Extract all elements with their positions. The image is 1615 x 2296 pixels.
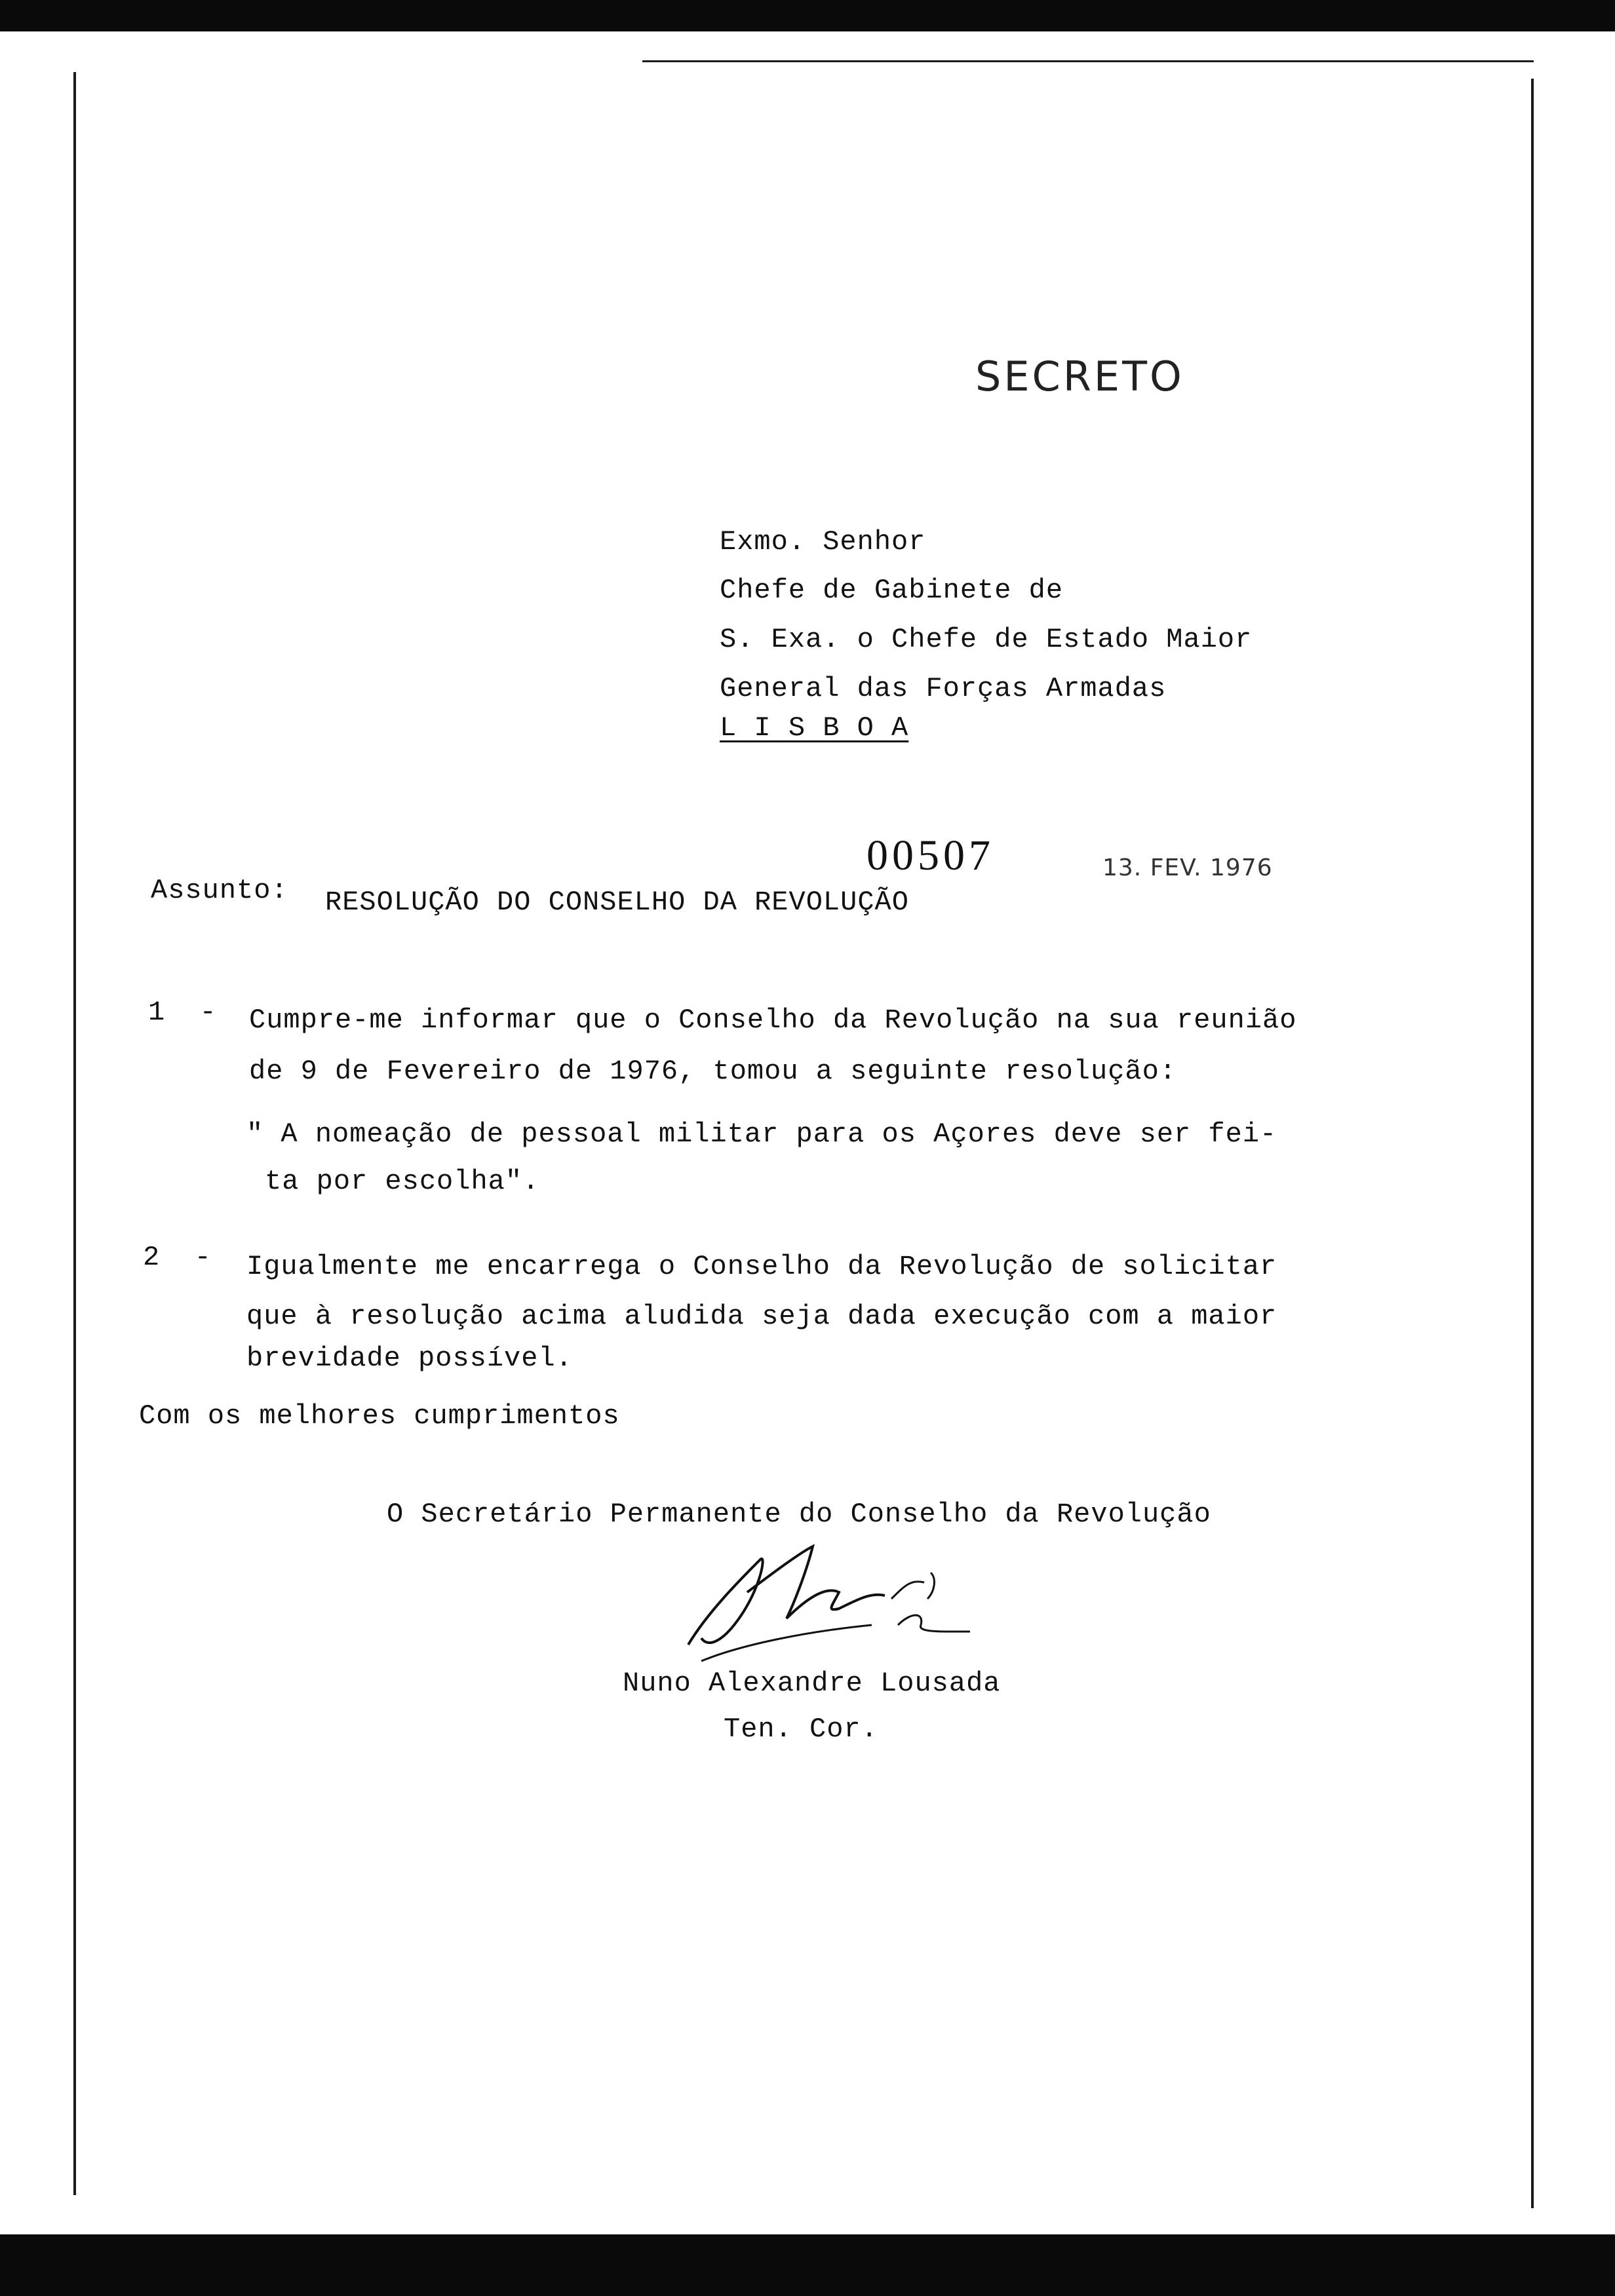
handwritten-signature [662, 1533, 1055, 1664]
subject-label: Assunto: [151, 875, 288, 906]
signatory-title: O Secretário Permanente do Conselho da Revolução [387, 1499, 1211, 1530]
paragraph-line: brevidade possível. [246, 1343, 573, 1374]
addressee-line: Chefe de Gabinete de [720, 575, 1064, 606]
subject-text: RESOLUÇÃO DO CONSELHO DA REVOLUÇÃO [325, 887, 909, 918]
classification-stamp: SECRETO [975, 353, 1184, 400]
closing-salutation: Com os melhores cumprimentos [139, 1400, 620, 1432]
addressee-city: L I S B O A [720, 712, 909, 744]
scan-top-rule [642, 60, 1534, 62]
quoted-resolution-line: " A nomeação de pessoal militar para os Açores deve ser fei- [246, 1119, 1277, 1150]
paragraph-number: 1 - [148, 997, 217, 1028]
scan-left-edge [73, 72, 76, 2195]
signature-stroke [747, 1546, 885, 1618]
addressee-salutation: Exmo. Senhor [720, 526, 926, 558]
signature-stroke [701, 1625, 872, 1661]
scan-top-border [0, 0, 1615, 31]
signature-stroke [688, 1559, 763, 1645]
paragraph-line: de 9 de Fevereiro de 1976, tomou a seguinte resolução: [249, 1056, 1177, 1087]
paragraph-line: Igualmente me encarrega o Conselho da Revolução de solicitar [246, 1251, 1277, 1282]
paragraph-number: 2 - [143, 1242, 212, 1273]
signature-stroke [891, 1573, 934, 1599]
reference-number: 00507 [866, 832, 994, 879]
signatory-rank: Ten. Cor. [724, 1713, 878, 1745]
addressee-line: General das Forças Armadas [720, 673, 1167, 704]
signatory-name: Nuno Alexandre Lousada [623, 1668, 1001, 1699]
paragraph-line: que à resolução acima aludida seja dada execução com a maior [246, 1301, 1277, 1332]
addressee-line: S. Exa. o Chefe de Estado Maior [720, 624, 1253, 655]
paragraph-line: Cumpre-me informar que o Conselho da Revolução na sua reunião [249, 1004, 1297, 1036]
quoted-resolution-line: ta por escolha". [265, 1166, 540, 1197]
scan-bottom-border [0, 2234, 1615, 2296]
date-stamp: 13. FEV. 1976 [1102, 854, 1273, 881]
signature-stroke [898, 1615, 970, 1632]
scan-right-edge [1531, 79, 1534, 2208]
